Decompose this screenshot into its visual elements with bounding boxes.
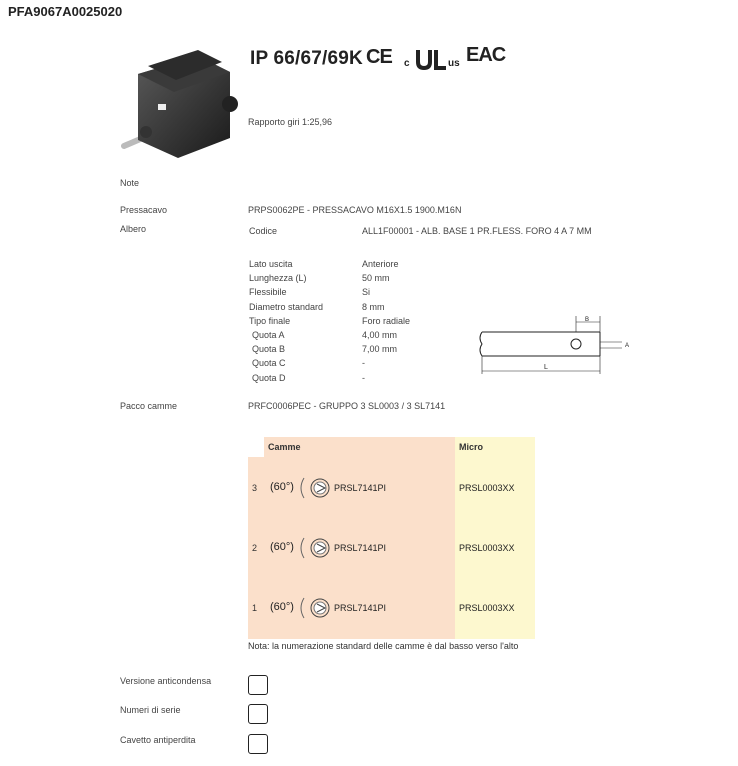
spec-label: Tipo finale <box>249 316 291 326</box>
pacco-camme-value: PRFC0006PEC - GRUPPO 3 SL0003 / 3 SL7141 <box>248 401 446 411</box>
cam-row-number: 1 <box>252 603 258 613</box>
spec-label: Lunghezza (L) <box>249 273 307 283</box>
numeri-di-serie-checkbox[interactable] <box>248 704 268 724</box>
cam-code: PRSL7141PI <box>334 543 387 553</box>
cam-table-note: Nota: la numerazione standard delle camme è dal basso verso l'alto <box>248 641 519 651</box>
product-code: PFA9067A0025020 <box>8 4 123 19</box>
table-spacer <box>248 437 264 457</box>
micro-code: PRSL0003XX <box>459 483 515 493</box>
cam-code: PRSL7141PI <box>334 483 387 493</box>
cam-icon <box>298 596 332 620</box>
spec-value: Foro radiale <box>362 316 411 326</box>
option-label: Numeri di serie <box>120 705 181 715</box>
option-label: Versione anticondensa <box>120 676 212 686</box>
spec-value: 4,00 mm <box>362 330 398 340</box>
albero-label: Albero <box>120 224 147 234</box>
spec-label: Flessibile <box>249 287 287 297</box>
cam-icon <box>298 536 332 560</box>
ul-us: us <box>448 58 460 69</box>
note-label: Note <box>120 178 140 188</box>
versione-anticondensa-checkbox[interactable] <box>248 675 268 695</box>
header-micro: Micro <box>459 442 484 452</box>
spec-label: Lato uscita <box>249 259 293 269</box>
cam-row-number: 3 <box>252 483 258 493</box>
albero-codice-label: Codice <box>249 226 278 236</box>
spec-label: Quota B <box>252 344 286 354</box>
pacco-camme-label: Pacco camme <box>120 401 178 411</box>
eac-mark: EAC <box>466 44 506 66</box>
ul-c: c <box>404 58 410 69</box>
albero-codice-value: ALL1F00001 - ALB. BASE 1 PR.FLESS. FORO 4 A 7 MM <box>362 226 592 236</box>
ce-mark: CE <box>366 46 392 68</box>
spec-label: Quota D <box>252 373 286 383</box>
diagram-label-b: B <box>585 317 590 323</box>
cam-angle: (60°) <box>270 601 294 613</box>
spec-value: - <box>362 358 365 368</box>
cam-code: PRSL7141PI <box>334 603 387 613</box>
cavetto-antiperdita-checkbox[interactable] <box>248 734 268 754</box>
ul-logo-icon <box>412 48 448 72</box>
spec-value: Anteriore <box>362 259 399 269</box>
spec-value: - <box>362 373 365 383</box>
product-image <box>118 42 242 162</box>
pressacavo-value: PRPS0062PE - PRESSACAVO M16X1.5 1900.M16N <box>248 205 462 215</box>
cam-icon <box>298 476 332 500</box>
rapporto-giri: Rapporto giri 1:25,96 <box>248 117 333 127</box>
cam-angle: (60°) <box>270 541 294 553</box>
option-label: Cavetto antiperdita <box>120 735 196 745</box>
spec-value: Si <box>362 287 371 297</box>
pressacavo-label: Pressacavo <box>120 205 168 215</box>
micro-code: PRSL0003XX <box>459 543 515 553</box>
cam-row-number: 2 <box>252 543 258 553</box>
spec-value: 7,00 mm <box>362 344 398 354</box>
ip-rating: IP 66/67/69K <box>250 48 363 69</box>
ul-mark <box>404 48 464 74</box>
spec-label: Diametro standard <box>249 302 324 312</box>
cam-angle: (60°) <box>270 481 294 493</box>
spec-label: Quota C <box>252 358 286 368</box>
spec-value: 8 mm <box>362 302 385 312</box>
diagram-label-a: A <box>625 343 630 349</box>
micro-code: PRSL0003XX <box>459 603 515 613</box>
diagram-label-l: L <box>544 364 548 371</box>
shaft-diagram <box>470 312 638 378</box>
spec-label: Quota A <box>252 330 285 340</box>
spec-value: 50 mm <box>362 273 390 283</box>
header-camme: Camme <box>268 442 301 452</box>
